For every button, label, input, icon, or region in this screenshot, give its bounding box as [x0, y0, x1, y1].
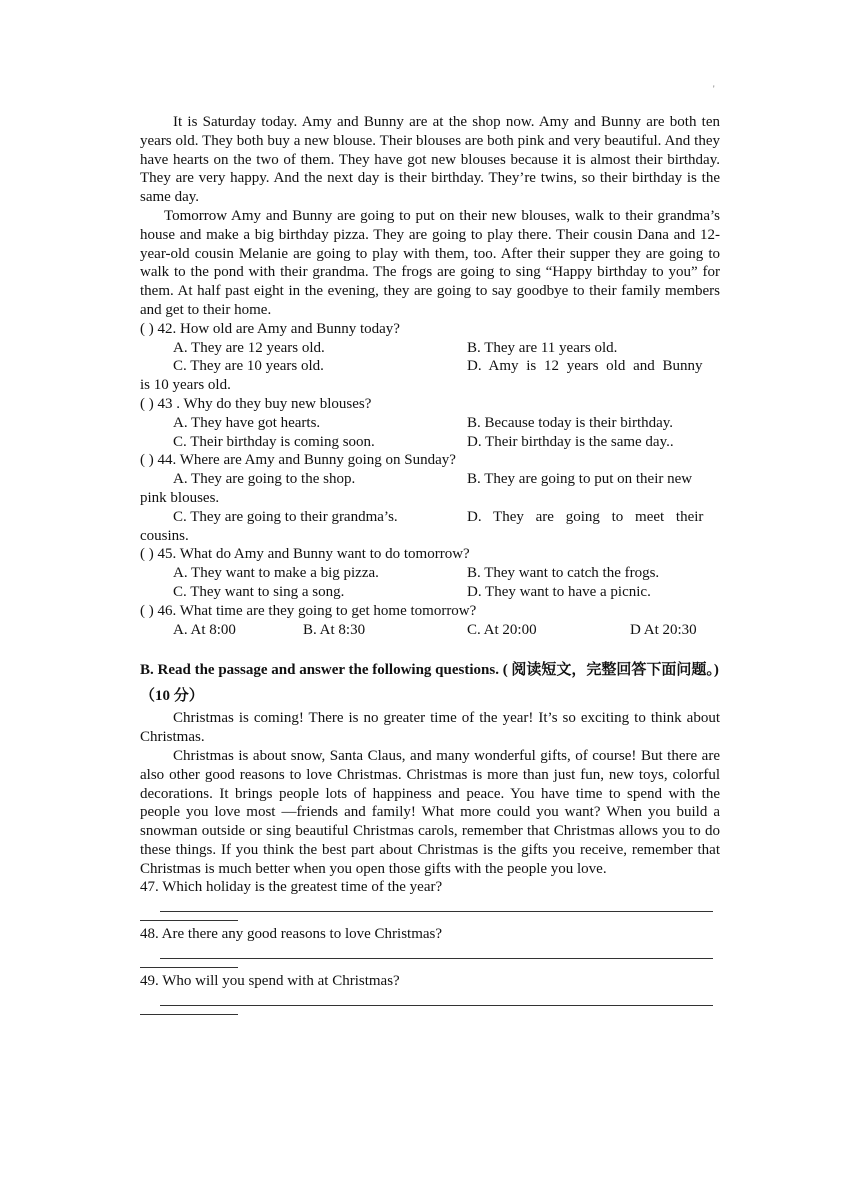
option-b[interactable]: B. At 8:30 [303, 621, 366, 638]
question-stem: 47. Which holiday is the greatest time of the year? [140, 879, 443, 896]
option-a[interactable]: A. They have got hearts. [173, 414, 321, 431]
option-d[interactable]: D. They are going to meet their [467, 508, 704, 525]
question-stem: ( ) 42. How old are Amy and Bunny today? [140, 320, 400, 337]
option-d[interactable]: D At 20:30 [630, 621, 697, 638]
passage-b-paragraph-2: Christmas is about snow, Santa Claus, and many wonderful gifts, of course! But there are also other good reasons to love Christmas. Christmas is more than just fun, new toys, colorful decorations. It brings people lots of happiness and peace. You have time to spend with the people you love most —friends and family! What more could you want? When you build a snowman outside or sing beautiful Christmas carols, remember that Christmas allows you to do these things. If you think the best part about Christmas is the gifts you receive, remember that Christmas is much better when you open those gifts with the people you love. [140, 747, 720, 877]
question-48 [140, 925, 720, 968]
corner-mark: ' [713, 84, 715, 94]
option-c[interactable]: C. At 20:00 [467, 621, 537, 638]
answer-line[interactable] [160, 897, 713, 912]
option-b-continued: pink blouses. [140, 489, 220, 506]
question-49 [140, 972, 720, 1015]
option-a[interactable]: A. They are going to the shop. [173, 471, 356, 488]
answer-line[interactable] [160, 991, 713, 1006]
option-d[interactable]: D. Their birthday is the same day.. [467, 433, 674, 450]
question-47 [140, 878, 720, 921]
option-c[interactable]: C. They want to sing a song. [173, 583, 345, 600]
option-c[interactable]: C. Their birthday is coming soon. [173, 433, 375, 450]
option-a[interactable]: A. At 8:00 [173, 621, 236, 638]
question-stem: ( ) 44. Where are Amy and Bunny going on Sunday? [140, 452, 456, 469]
question-stem: 49. Who will you spend with at Christmas? [140, 973, 400, 990]
option-a[interactable]: A. They are 12 years old. [173, 339, 325, 356]
option-d-continued: cousins. [140, 527, 189, 544]
option-d[interactable]: D. Amy is 12 years old and Bunny [467, 358, 703, 375]
option-b[interactable]: B. Because today is their birthday. [467, 414, 674, 431]
question-44 [140, 451, 720, 545]
question-46 [140, 602, 720, 640]
question-stem: ( ) 43 . Why do they buy new blouses? [140, 395, 372, 412]
option-d[interactable]: D. They want to have a picnic. [467, 583, 651, 600]
worksheet-page [140, 0, 720, 1015]
answer-line[interactable] [160, 944, 713, 959]
option-d-continued: is 10 years old. [140, 377, 231, 394]
answer-line-continued[interactable] [140, 959, 238, 968]
question-stem: 48. Are there any good reasons to love Christmas? [140, 926, 443, 943]
answer-line-continued[interactable] [140, 1006, 238, 1015]
question-stem: ( ) 45. What do Amy and Bunny want to do tomorrow? [140, 546, 470, 563]
question-42 [140, 320, 720, 395]
passage-a-paragraph-1: It is Saturday today. Amy and Bunny are at the shop now. Amy and Bunny are both ten years old. They both buy a new blouse. Their blouses are both pink and very beautiful. And they have hearts on the two of them. They have got new blouses because it is almost their birthday. They are very happy. And the next day is their birthday. They’re twins, so their birthday is the same day. [140, 114, 720, 206]
option-b[interactable]: B. They want to catch the frogs. [467, 565, 660, 582]
passage-b-paragraph-1: Christmas is coming! There is no greater time of the year! It’s so exciting to think about Christmas. [140, 710, 720, 746]
passage-a-paragraph-2: Tomorrow Amy and Bunny are going to put on their new blouses, walk to their grandma’s house and make a big birthday pizza. They are going to play there. Their cousin Dana and 12-year-old cousin Melanie are going to play with them, too. After their supper they are going to walk to the pond with their grandma. The frogs are going to sing “Happy birthday to you” for them. At half past eight in the evening, they are going to say goodbye to their family members and get to their home. [140, 207, 720, 318]
option-b[interactable]: B. They are going to put on their new [467, 471, 693, 488]
question-stem: ( ) 46. What time are they going to get home tomorrow? [140, 602, 477, 619]
section-b-heading: B. Read the passage and answer the following questions. ( 阅读短文，完整回答下面问题。) （10 分） [140, 662, 719, 705]
option-c[interactable]: C. They are going to their grandma’s. [173, 508, 398, 525]
question-45 [140, 545, 720, 601]
option-a[interactable]: A. They want to make a big pizza. [173, 565, 379, 582]
option-c[interactable]: C. They are 10 years old. [173, 358, 324, 375]
answer-line-continued[interactable] [140, 912, 238, 921]
question-43 [140, 395, 720, 451]
option-b[interactable]: B. They are 11 years old. [467, 339, 618, 356]
